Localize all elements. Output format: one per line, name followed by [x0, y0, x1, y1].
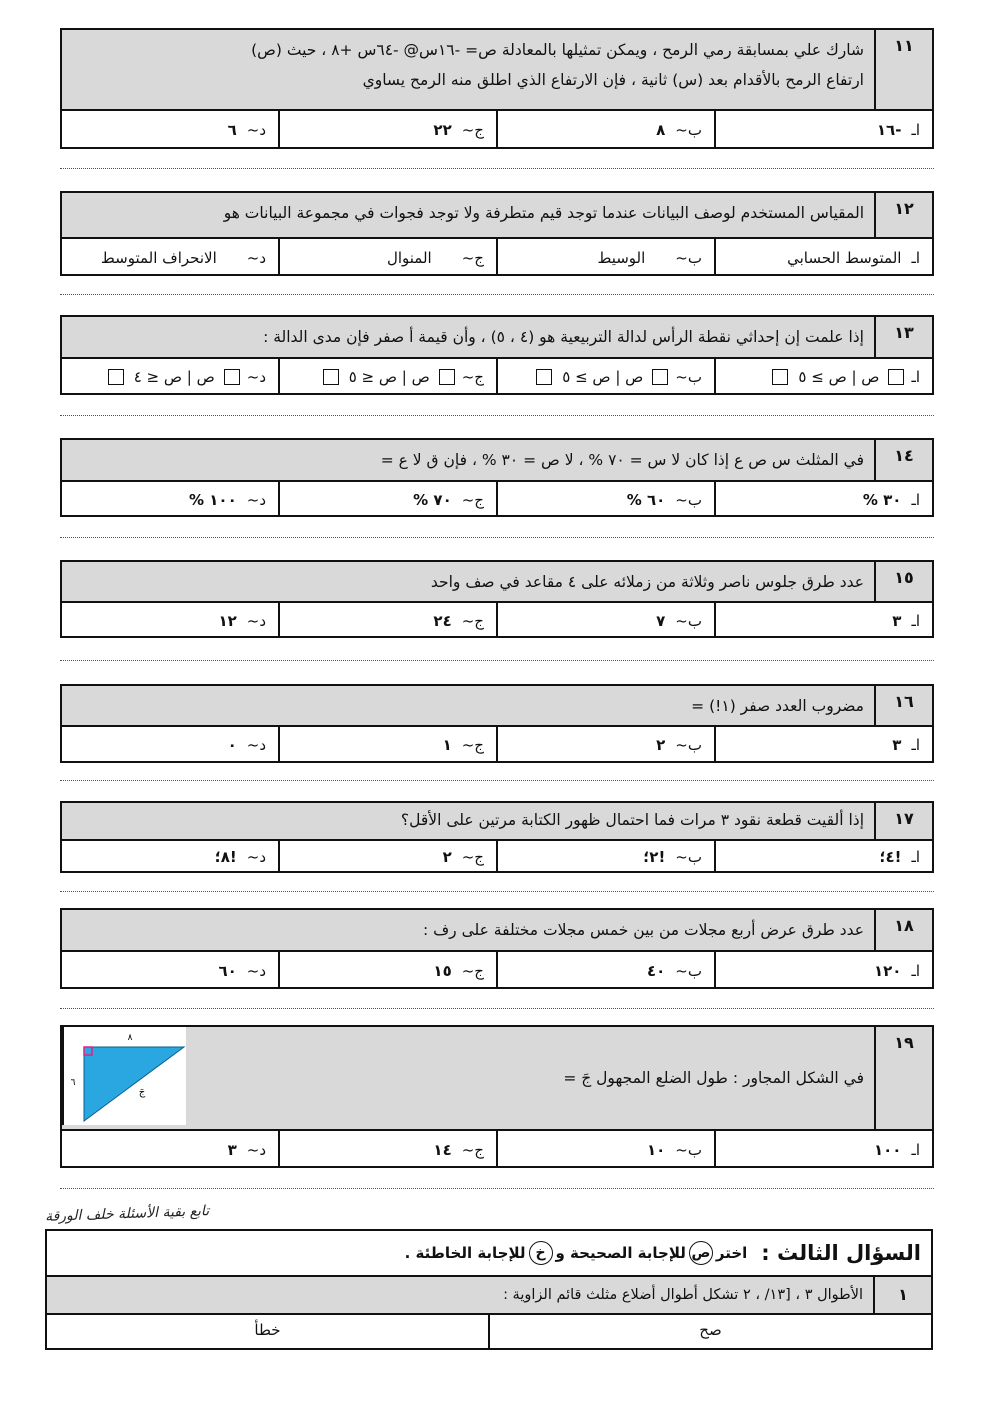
true-false-question — [47, 1277, 931, 1315]
option-c[interactable]: ج~ ص | ص ≤ ٥ — [278, 359, 496, 395]
option-d[interactable]: د~ ١٠٠ % — [189, 490, 266, 509]
option-d[interactable]: د~ !٨؛ — [214, 848, 266, 866]
option-c[interactable]: ج~ ١ — [278, 727, 496, 763]
divider — [60, 537, 934, 538]
option-d[interactable]: د~ الانحراف المتوسط — [100, 248, 266, 267]
question-number: ١٣ — [874, 317, 932, 357]
option-c[interactable]: ج~ ٢٤ — [278, 603, 496, 638]
correct-mark: ص — [689, 1241, 713, 1265]
option-c[interactable]: ج~ ١٤ — [278, 1131, 496, 1168]
question-line: ارتفاع الرمح بالأقدام بعد (س) ثانية ، فإن الارتفاع الذي اطلق منه الرمح يساوي — [362, 71, 864, 89]
option-a[interactable]: اـ ١٢٠ — [714, 952, 932, 989]
option-a[interactable]: اـ ١٠٠ — [714, 1131, 932, 1168]
question-number: ١٦ — [874, 686, 932, 725]
divider — [60, 168, 934, 169]
question-18 — [60, 908, 934, 989]
option-b[interactable]: ب~ ١٠ — [496, 1131, 714, 1168]
option-b[interactable]: ب~ ٧ — [496, 603, 714, 638]
question-text — [62, 30, 874, 109]
checkbox[interactable] — [224, 369, 240, 385]
option-b[interactable]: ب~ ص | ص ≥ ٥ — [496, 359, 714, 395]
option-a[interactable]: اـ ص | ص ≥ ٥ — [714, 359, 932, 395]
question-number: ١ — [873, 1277, 931, 1313]
divider — [60, 780, 934, 781]
section-title-row — [47, 1231, 931, 1277]
option-b[interactable]: ب~ ٦٠ % — [496, 482, 714, 517]
option-a[interactable]: اـ ٣٠ % — [714, 482, 932, 517]
question-16 — [60, 684, 934, 763]
question-text: إذا علمت إن إحداثي نقطة الرأس لدالة التربيعية هو (٤ ، ٥) ، وأن قيمة أ صفر فإن مدى الدالة : — [263, 328, 864, 346]
checkbox[interactable] — [439, 369, 455, 385]
section-three — [45, 1229, 933, 1350]
question-text: المقياس المستخدم لوصف البيانات عندما توجد قيم متطرفة ولا توجد فجوات في مجموعة البيانات هو — [223, 204, 864, 222]
question-number: ١٧ — [874, 803, 932, 839]
question-text: في المثلث س ص ع إذا كان لا س = ٧٠ % ، لا ص = ٣٠ % ، فإن ق لا ع = — [380, 451, 864, 469]
question-19 — [60, 1025, 934, 1168]
question-text: عدد طرق جلوس ناصر وثلاثة من زملائه على ٤ مقاعد في صف واحد — [430, 573, 864, 591]
divider — [60, 1188, 934, 1189]
option-d[interactable]: د~ ص | ص ≤ ٤ — [62, 359, 278, 395]
side-left-label: ٦ — [70, 1078, 76, 1088]
question-text — [186, 1027, 874, 1129]
divider — [60, 415, 934, 416]
option-b[interactable]: ب~ الوسيط — [496, 239, 714, 276]
option-a[interactable]: اـ ٣ — [714, 727, 932, 763]
question-line: شارك علي بمسابقة رمي الرمح ، ويمكن تمثيلها بالمعادلة ص= -١٦س@ -٦٤س +٨ ، حيث (ص) — [251, 41, 864, 59]
option-b[interactable]: ب~ ٨ — [496, 111, 714, 148]
option-c[interactable]: ج~ ١٥ — [278, 952, 496, 989]
question-number: ١٨ — [874, 910, 932, 950]
divider — [60, 660, 934, 661]
question-13 — [60, 315, 934, 395]
instruction-text: للإجابة الصحيحة و — [555, 1244, 686, 1262]
checkbox[interactable] — [108, 369, 124, 385]
question-14 — [60, 438, 934, 517]
question-text: إذا ألقيت قطعة نقود ٣ مرات فما احتمال ظهور الكتابة مرتين على الأقل؟ — [400, 811, 864, 829]
option-b[interactable]: ب~ !٢؛ — [496, 841, 714, 873]
true-false-options — [47, 1315, 931, 1348]
option-d[interactable]: د~ ٠ — [227, 736, 266, 754]
option-b[interactable]: ب~ ٤٠ — [496, 952, 714, 989]
section-title: السؤال الثالث : — [761, 1241, 921, 1265]
option-d[interactable]: د~ ١٢ — [218, 611, 266, 630]
question-number: ١٩ — [874, 1027, 932, 1129]
question-17 — [60, 801, 934, 873]
option-d[interactable]: د~ ٣ — [227, 1140, 266, 1159]
question-text: الأطوال ٣ ، [١٣/ ، ٢ تشكل أطوال أضلاع مثلث قائم الزاوية : — [503, 1287, 863, 1303]
checkbox[interactable] — [888, 369, 904, 385]
handwritten-note: تابع بقية الأسئلة خلف الورقة — [44, 1203, 210, 1225]
false-option[interactable]: خطأ — [254, 1321, 281, 1339]
checkbox[interactable] — [536, 369, 552, 385]
side-top-label: ٨ — [127, 1033, 133, 1043]
option-d[interactable]: د~ ٦ — [227, 120, 266, 139]
question-number: ١١ — [874, 30, 932, 109]
question-number: ١٤ — [874, 440, 932, 480]
option-c[interactable]: ج~ ٢ — [278, 841, 496, 873]
question-number: ١٢ — [874, 193, 932, 237]
option-b[interactable]: ب~ ٢ — [496, 727, 714, 763]
option-a[interactable]: اـ ٣ — [714, 603, 932, 638]
checkbox[interactable] — [323, 369, 339, 385]
true-option[interactable]: صح — [488, 1315, 931, 1348]
question-15 — [60, 560, 934, 638]
wrong-mark: خ — [529, 1241, 553, 1265]
question-text: عدد طرق عرض أربع مجلات من بين خمس مجلات مختلفة على رف : — [422, 921, 864, 939]
triangle-diagram — [64, 1027, 186, 1125]
question-11 — [60, 28, 934, 149]
option-c[interactable]: ج~ المنوال — [278, 239, 496, 276]
divider — [60, 1008, 934, 1009]
checkbox[interactable] — [772, 369, 788, 385]
instruction-text: للإجابة الخاطئة . — [404, 1244, 526, 1262]
checkbox[interactable] — [652, 369, 668, 385]
option-a[interactable]: اـ !٤؛ — [714, 841, 932, 873]
option-a[interactable]: اـ -١٦ — [714, 111, 932, 148]
question-number: ١٥ — [874, 562, 932, 601]
instruction-text: اختر — [715, 1244, 748, 1262]
option-d[interactable]: د~ ٦٠ — [218, 961, 266, 980]
divider — [60, 891, 934, 892]
option-a[interactable]: اـ المتوسط الحسابي — [714, 239, 932, 276]
triangle-figure — [62, 1027, 186, 1125]
question-text: مضروب العدد صفر (١!) = — [691, 697, 864, 715]
hypotenuse-label: جَ — [138, 1087, 146, 1098]
option-c[interactable]: ج~ ٢٢ — [278, 111, 496, 148]
option-c[interactable]: ج~ ٧٠ % — [278, 482, 496, 517]
divider — [60, 294, 934, 295]
question-line: في الشكل المجاور : طول الضلع المجهول جَ = — [563, 1069, 864, 1087]
question-12 — [60, 191, 934, 276]
